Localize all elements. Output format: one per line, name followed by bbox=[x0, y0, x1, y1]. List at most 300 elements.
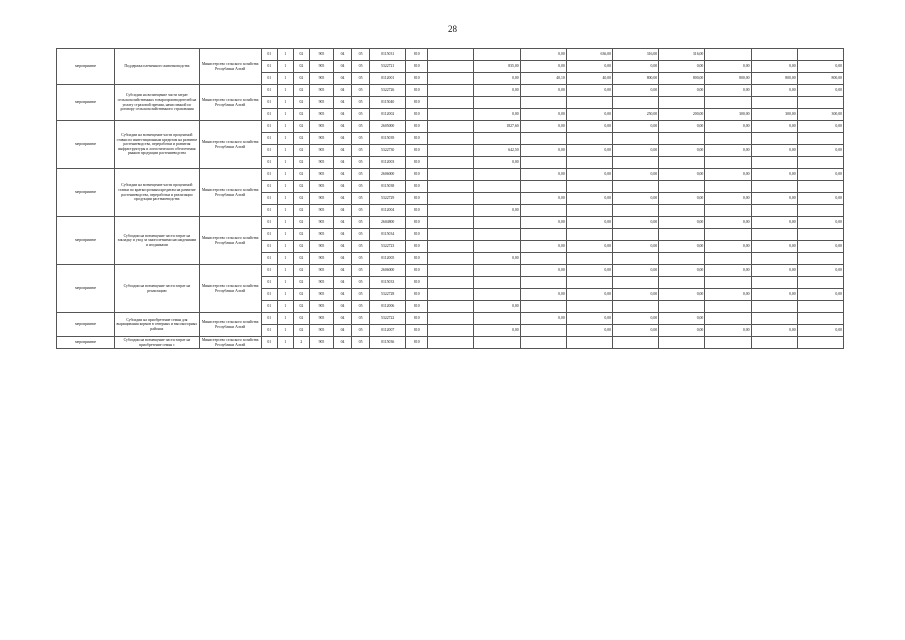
amount-cell bbox=[659, 301, 705, 313]
amount-cell bbox=[797, 313, 843, 325]
amount-cell bbox=[613, 97, 659, 109]
amount-cell: 0,00 bbox=[613, 217, 659, 229]
code-cell: 905 bbox=[309, 325, 333, 337]
code-cell: 01 bbox=[261, 145, 277, 157]
amount-cell bbox=[705, 313, 751, 325]
code-cell: 04 bbox=[333, 97, 351, 109]
amount-cell: 0,00 bbox=[566, 85, 612, 97]
amount-cell: 0,00 bbox=[751, 193, 797, 205]
amount-cell: 0,00 bbox=[520, 145, 566, 157]
code-cell: 02 bbox=[293, 265, 309, 277]
code-cell: 01 bbox=[261, 73, 277, 85]
executor-cell: Министерство сельского хозяйства Республики Алтай bbox=[199, 49, 261, 85]
code-cell: 2604800 bbox=[370, 217, 406, 229]
code-cell: 02 bbox=[293, 241, 309, 253]
code-cell: 05 bbox=[352, 121, 370, 133]
event-type-cell: мероприятие bbox=[57, 85, 115, 121]
code-cell: 1 bbox=[277, 169, 293, 181]
code-cell: 1 bbox=[277, 121, 293, 133]
code-cell: 2605000 bbox=[370, 121, 406, 133]
amount-cell bbox=[520, 325, 566, 337]
code-cell: 02 bbox=[293, 289, 309, 301]
spacer-cell bbox=[428, 193, 474, 205]
event-type-cell: мероприятие bbox=[57, 169, 115, 217]
table-row bbox=[57, 85, 844, 97]
amount-cell: 0,00 bbox=[613, 325, 659, 337]
amount-cell: 0,00 bbox=[474, 205, 520, 217]
code-cell: 810 bbox=[406, 217, 428, 229]
amount-cell: 0,00 bbox=[566, 241, 612, 253]
amount-cell: 800,00 bbox=[751, 73, 797, 85]
amount-cell: 0,00 bbox=[566, 325, 612, 337]
amount-cell: 0,00 bbox=[474, 73, 520, 85]
amount-cell: 0,00 bbox=[566, 109, 612, 121]
amount-cell: 0,00 bbox=[705, 169, 751, 181]
code-cell: 05 bbox=[352, 157, 370, 169]
code-cell: 905 bbox=[309, 289, 333, 301]
amount-cell bbox=[474, 289, 520, 301]
amount-cell bbox=[705, 205, 751, 217]
code-cell: 04 bbox=[333, 193, 351, 205]
code-cell: 1 bbox=[277, 337, 293, 349]
amount-cell: 0,00 bbox=[797, 121, 843, 133]
spacer-cell bbox=[428, 337, 474, 349]
code-cell: 1 bbox=[277, 61, 293, 73]
amount-cell bbox=[474, 217, 520, 229]
amount-cell bbox=[797, 205, 843, 217]
amount-cell bbox=[520, 253, 566, 265]
code-cell: 905 bbox=[309, 337, 333, 349]
code-cell: 04 bbox=[333, 61, 351, 73]
table-row bbox=[57, 313, 844, 325]
amount-cell bbox=[751, 277, 797, 289]
amount-cell bbox=[613, 253, 659, 265]
table-row bbox=[57, 169, 844, 181]
amount-cell: 800,00 bbox=[797, 73, 843, 85]
amount-cell: 0,00 bbox=[797, 265, 843, 277]
amount-cell bbox=[705, 229, 751, 241]
code-cell: 05 bbox=[352, 205, 370, 217]
code-cell: 0115039 bbox=[370, 133, 406, 145]
amount-cell: 0,00 bbox=[566, 289, 612, 301]
code-cell: 0112005 bbox=[370, 253, 406, 265]
spacer-cell bbox=[428, 205, 474, 217]
code-cell: 905 bbox=[309, 277, 333, 289]
amount-cell bbox=[659, 133, 705, 145]
amount-cell: 0,00 bbox=[705, 289, 751, 301]
code-cell: 01 bbox=[261, 289, 277, 301]
code-cell: 01 bbox=[261, 205, 277, 217]
amount-cell: 0,00 bbox=[566, 193, 612, 205]
code-cell: 810 bbox=[406, 73, 428, 85]
amount-cell: 0,00 bbox=[705, 121, 751, 133]
code-cell: 01 bbox=[261, 109, 277, 121]
code-cell: 0115038 bbox=[370, 181, 406, 193]
code-cell: 02 bbox=[293, 205, 309, 217]
code-cell: 05 bbox=[352, 193, 370, 205]
amount-cell: 0,00 bbox=[751, 265, 797, 277]
budget-table bbox=[56, 48, 844, 349]
code-cell: 04 bbox=[333, 205, 351, 217]
amount-cell bbox=[797, 133, 843, 145]
code-cell: 05 bbox=[352, 253, 370, 265]
code-cell: 5322728 bbox=[370, 289, 406, 301]
amount-cell: 0,00 bbox=[705, 241, 751, 253]
amount-cell: 300,00 bbox=[705, 109, 751, 121]
code-cell: 05 bbox=[352, 313, 370, 325]
event-type-cell: мероприятие bbox=[57, 49, 115, 85]
code-cell: 05 bbox=[352, 73, 370, 85]
spacer-cell bbox=[428, 277, 474, 289]
code-cell: 01 bbox=[261, 181, 277, 193]
amount-cell: 40,00 bbox=[566, 73, 612, 85]
code-cell: 04 bbox=[333, 85, 351, 97]
amount-cell: 0,00 bbox=[797, 325, 843, 337]
code-cell: 1 bbox=[277, 253, 293, 265]
code-cell: 04 bbox=[333, 337, 351, 349]
code-cell: 5322723 bbox=[370, 241, 406, 253]
code-cell: 04 bbox=[333, 229, 351, 241]
executor-cell: Министерство сельского хозяйства Республики Алтай bbox=[199, 169, 261, 217]
code-cell: 05 bbox=[352, 181, 370, 193]
code-cell: 01 bbox=[261, 49, 277, 61]
event-type-cell: мероприятие bbox=[57, 337, 115, 349]
amount-cell: 0,00 bbox=[613, 145, 659, 157]
code-cell: 905 bbox=[309, 169, 333, 181]
code-cell: 810 bbox=[406, 241, 428, 253]
code-cell: 01 bbox=[261, 265, 277, 277]
amount-cell: 0,00 bbox=[797, 85, 843, 97]
code-cell: 01 bbox=[261, 301, 277, 313]
code-cell: 05 bbox=[352, 289, 370, 301]
spacer-cell bbox=[428, 49, 474, 61]
code-cell: 04 bbox=[333, 301, 351, 313]
spacer-cell bbox=[428, 289, 474, 301]
amount-cell bbox=[797, 49, 843, 61]
amount-cell bbox=[520, 301, 566, 313]
amount-cell bbox=[705, 133, 751, 145]
amount-cell bbox=[751, 133, 797, 145]
code-cell: 04 bbox=[333, 109, 351, 121]
code-cell: 02 bbox=[293, 49, 309, 61]
amount-cell: 0,00 bbox=[705, 193, 751, 205]
amount-cell bbox=[751, 205, 797, 217]
code-cell: 5322726 bbox=[370, 85, 406, 97]
code-cell: 04 bbox=[333, 289, 351, 301]
amount-cell bbox=[566, 301, 612, 313]
amount-cell: 835,00 bbox=[474, 61, 520, 73]
amount-cell: 0,00 bbox=[797, 169, 843, 181]
amount-cell bbox=[797, 157, 843, 169]
code-cell: 02 bbox=[293, 193, 309, 205]
code-cell: 04 bbox=[333, 145, 351, 157]
spacer-cell bbox=[428, 109, 474, 121]
amount-cell: 40,10 bbox=[520, 73, 566, 85]
code-cell: 810 bbox=[406, 277, 428, 289]
code-cell: 905 bbox=[309, 193, 333, 205]
code-cell: 810 bbox=[406, 193, 428, 205]
amount-cell: 0,00 bbox=[751, 325, 797, 337]
code-cell: 04 bbox=[333, 253, 351, 265]
amount-cell: 300,00 bbox=[797, 109, 843, 121]
code-cell: 05 bbox=[352, 61, 370, 73]
code-cell: 5322721 bbox=[370, 61, 406, 73]
amount-cell bbox=[705, 49, 751, 61]
amount-cell: 0,00 bbox=[566, 121, 612, 133]
code-cell: 5322722 bbox=[370, 313, 406, 325]
code-cell: 02 bbox=[293, 61, 309, 73]
code-cell: 810 bbox=[406, 133, 428, 145]
amount-cell bbox=[705, 97, 751, 109]
code-cell: 5322730 bbox=[370, 145, 406, 157]
code-cell: 0115040 bbox=[370, 97, 406, 109]
code-cell: 1 bbox=[277, 289, 293, 301]
code-cell: 02 bbox=[293, 325, 309, 337]
code-cell: 1 bbox=[277, 217, 293, 229]
code-cell: 2606000 bbox=[370, 169, 406, 181]
code-cell: 04 bbox=[333, 157, 351, 169]
amount-cell: 0,00 bbox=[659, 145, 705, 157]
amount-cell: 0,00 bbox=[566, 265, 612, 277]
table-row bbox=[57, 121, 844, 133]
spacer-cell bbox=[428, 265, 474, 277]
code-cell: 02 bbox=[293, 157, 309, 169]
code-cell: 04 bbox=[333, 241, 351, 253]
code-cell: 905 bbox=[309, 85, 333, 97]
code-cell: 05 bbox=[352, 217, 370, 229]
executor-cell: Министерство сельского хозяйства Республики Алтай bbox=[199, 217, 261, 265]
amount-cell: 316,00 bbox=[659, 49, 705, 61]
code-cell: 1 bbox=[277, 133, 293, 145]
code-cell: 905 bbox=[309, 133, 333, 145]
code-cell: 810 bbox=[406, 325, 428, 337]
code-cell: 01 bbox=[261, 253, 277, 265]
code-cell: 810 bbox=[406, 121, 428, 133]
code-cell: 01 bbox=[261, 229, 277, 241]
amount-cell bbox=[797, 337, 843, 349]
code-cell: 0115031 bbox=[370, 49, 406, 61]
code-cell: 0115034 bbox=[370, 229, 406, 241]
page-number: 28 bbox=[448, 24, 457, 34]
amount-cell bbox=[797, 277, 843, 289]
amount-cell bbox=[705, 337, 751, 349]
amount-cell bbox=[751, 313, 797, 325]
amount-cell bbox=[751, 97, 797, 109]
amount-cell: 0,00 bbox=[474, 157, 520, 169]
code-cell: 05 bbox=[352, 265, 370, 277]
amount-cell: 0,00 bbox=[705, 265, 751, 277]
amount-cell: 0,00 bbox=[520, 313, 566, 325]
spacer-cell bbox=[428, 157, 474, 169]
code-cell: 810 bbox=[406, 205, 428, 217]
amount-cell: 0,00 bbox=[520, 289, 566, 301]
event-type-cell: мероприятие bbox=[57, 265, 115, 313]
code-cell: 04 bbox=[333, 217, 351, 229]
amount-cell: 0,00 bbox=[520, 109, 566, 121]
measure-name-cell: Субсидии на возмещение части затрат на реализацию bbox=[115, 265, 199, 313]
amount-cell: 0,00 bbox=[659, 217, 705, 229]
amount-cell bbox=[520, 133, 566, 145]
amount-cell bbox=[613, 337, 659, 349]
amount-cell: 0,00 bbox=[751, 289, 797, 301]
code-cell: 1 bbox=[277, 145, 293, 157]
amount-cell bbox=[659, 97, 705, 109]
measure-name-cell: Субсидии на приобретение семян для выращивания кормов в северных и высокогорных районах bbox=[115, 313, 199, 337]
code-cell: 02 bbox=[293, 229, 309, 241]
amount-cell bbox=[566, 253, 612, 265]
amount-cell bbox=[705, 253, 751, 265]
amount-cell: 1827,60 bbox=[474, 121, 520, 133]
amount-cell bbox=[520, 181, 566, 193]
amount-cell: 0,00 bbox=[613, 289, 659, 301]
amount-cell bbox=[566, 205, 612, 217]
amount-cell bbox=[705, 301, 751, 313]
amount-cell: 0,00 bbox=[705, 85, 751, 97]
code-cell: 810 bbox=[406, 145, 428, 157]
code-cell: 0115033 bbox=[370, 277, 406, 289]
code-cell: 05 bbox=[352, 169, 370, 181]
amount-cell: 0,00 bbox=[659, 121, 705, 133]
code-cell: 02 bbox=[293, 121, 309, 133]
measure-name-cell: Субсидии на возмещение части процентной ставки по инвестиционным кредитам на развитие растениеводства, переработки и развития инфраструктуры и логистического обеспечения рынков продукции растениеводства bbox=[115, 121, 199, 169]
amount-cell bbox=[566, 337, 612, 349]
code-cell: 810 bbox=[406, 289, 428, 301]
measure-name-cell: Субсидии на возмещение части затрат сельскохозяйственных товаропроизводителей на уплату страховой премии, начисленной по договору сельскохозяйственного страхования bbox=[115, 85, 199, 121]
amount-cell: 0,00 bbox=[659, 289, 705, 301]
table-body bbox=[57, 49, 844, 349]
code-cell: 01 bbox=[261, 85, 277, 97]
amount-cell: 0,00 bbox=[659, 265, 705, 277]
spacer-cell bbox=[428, 253, 474, 265]
amount-cell bbox=[659, 229, 705, 241]
code-cell: 2606000 bbox=[370, 265, 406, 277]
amount-cell: 250,00 bbox=[613, 109, 659, 121]
code-cell: 810 bbox=[406, 301, 428, 313]
amount-cell: 0,00 bbox=[474, 85, 520, 97]
amount-cell bbox=[520, 337, 566, 349]
amount-cell: 0,00 bbox=[520, 85, 566, 97]
amount-cell: 0,00 bbox=[520, 49, 566, 61]
amount-cell: 0,00 bbox=[520, 61, 566, 73]
code-cell: 0112006 bbox=[370, 301, 406, 313]
code-cell: 1 bbox=[277, 265, 293, 277]
amount-cell bbox=[474, 133, 520, 145]
code-cell: 810 bbox=[406, 49, 428, 61]
executor-cell: Министерство сельского хозяйства Республики Алтай bbox=[199, 85, 261, 121]
amount-cell bbox=[797, 229, 843, 241]
code-cell: 0112001 bbox=[370, 73, 406, 85]
code-cell: 01 bbox=[261, 325, 277, 337]
code-cell: 02 bbox=[293, 277, 309, 289]
amount-cell: 0,00 bbox=[520, 241, 566, 253]
amount-cell: 0,00 bbox=[566, 217, 612, 229]
code-cell: 04 bbox=[333, 181, 351, 193]
code-cell: 05 bbox=[352, 85, 370, 97]
code-cell: 05 bbox=[352, 133, 370, 145]
amount-cell bbox=[613, 157, 659, 169]
amount-cell bbox=[751, 337, 797, 349]
code-cell: 02 bbox=[293, 217, 309, 229]
code-cell: 01 bbox=[261, 121, 277, 133]
amount-cell bbox=[751, 49, 797, 61]
event-type-cell: мероприятие bbox=[57, 217, 115, 265]
code-cell: 01 bbox=[261, 277, 277, 289]
amount-cell: 0,00 bbox=[797, 241, 843, 253]
amount-cell bbox=[520, 157, 566, 169]
code-cell: 905 bbox=[309, 121, 333, 133]
spacer-cell bbox=[428, 229, 474, 241]
code-cell: 1 bbox=[277, 49, 293, 61]
code-cell: 02 bbox=[293, 97, 309, 109]
code-cell: 02 bbox=[293, 73, 309, 85]
spacer-cell bbox=[428, 325, 474, 337]
spacer-cell bbox=[428, 121, 474, 133]
table-row bbox=[57, 337, 844, 349]
code-cell: 905 bbox=[309, 157, 333, 169]
code-cell: 1 bbox=[277, 97, 293, 109]
amount-cell: 636,00 bbox=[566, 49, 612, 61]
amount-cell: 0,00 bbox=[474, 253, 520, 265]
code-cell: 02 bbox=[293, 313, 309, 325]
code-cell: 810 bbox=[406, 313, 428, 325]
code-cell: 0112004 bbox=[370, 205, 406, 217]
amount-cell bbox=[659, 277, 705, 289]
amount-cell bbox=[566, 229, 612, 241]
amount-cell: 0,00 bbox=[659, 85, 705, 97]
amount-cell: 642,50 bbox=[474, 145, 520, 157]
code-cell: 905 bbox=[309, 181, 333, 193]
amount-cell bbox=[474, 49, 520, 61]
amount-cell bbox=[659, 253, 705, 265]
spacer-cell bbox=[428, 133, 474, 145]
code-cell: 01 bbox=[261, 313, 277, 325]
amount-cell: 0,00 bbox=[613, 193, 659, 205]
code-cell: 02 bbox=[293, 181, 309, 193]
amount-cell bbox=[613, 133, 659, 145]
amount-cell: 0,00 bbox=[751, 61, 797, 73]
code-cell: 810 bbox=[406, 169, 428, 181]
table-row bbox=[57, 49, 844, 61]
spacer-cell bbox=[428, 301, 474, 313]
code-cell: 905 bbox=[309, 145, 333, 157]
code-cell: 04 bbox=[333, 325, 351, 337]
amount-cell: 0,00 bbox=[474, 301, 520, 313]
amount-cell: 0,00 bbox=[520, 193, 566, 205]
code-cell: 02 bbox=[293, 85, 309, 97]
executor-cell: Министерство сельского хозяйства Республики Алтай bbox=[199, 313, 261, 337]
code-cell: 810 bbox=[406, 337, 428, 349]
amount-cell: 0,00 bbox=[751, 85, 797, 97]
amount-cell: 800,00 bbox=[613, 73, 659, 85]
code-cell: 1 bbox=[277, 313, 293, 325]
code-cell: 905 bbox=[309, 61, 333, 73]
amount-cell bbox=[659, 337, 705, 349]
code-cell: 05 bbox=[352, 109, 370, 121]
code-cell: 2 bbox=[293, 337, 309, 349]
code-cell: 05 bbox=[352, 241, 370, 253]
code-cell: 02 bbox=[293, 253, 309, 265]
code-cell: 905 bbox=[309, 313, 333, 325]
code-cell: 04 bbox=[333, 277, 351, 289]
amount-cell bbox=[474, 313, 520, 325]
amount-cell: 0,00 bbox=[705, 325, 751, 337]
amount-cell: 800,00 bbox=[705, 73, 751, 85]
code-cell: 01 bbox=[261, 61, 277, 73]
code-cell: 01 bbox=[261, 217, 277, 229]
code-cell: 0112003 bbox=[370, 157, 406, 169]
code-cell: 04 bbox=[333, 313, 351, 325]
amount-cell: 0,00 bbox=[566, 169, 612, 181]
